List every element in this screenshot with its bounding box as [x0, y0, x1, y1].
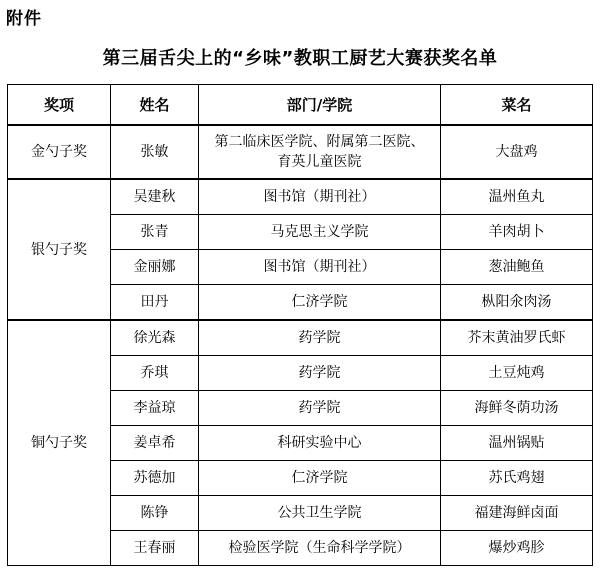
name-cell: 陈铮	[111, 496, 199, 531]
department-cell: 图书馆（期刊社）	[199, 250, 441, 285]
dish-cell: 温州锅贴	[441, 426, 593, 461]
table-row	[8, 179, 593, 215]
table-body	[8, 125, 593, 566]
dish-cell: 大盘鸡	[441, 125, 593, 179]
table-row	[8, 320, 593, 356]
department-cell: 仁济学院	[199, 285, 441, 321]
name-cell: 姜卓希	[111, 426, 199, 461]
dish-cell: 葱油鲍鱼	[441, 250, 593, 285]
name-cell: 李益琼	[111, 391, 199, 426]
dish-cell: 爆炒鸡胗	[441, 531, 593, 566]
document-title: 第三届舌尖上的“乡味”教职工厨艺大赛获奖名单	[102, 48, 498, 69]
dish-cell: 苏氏鸡翅	[441, 461, 593, 496]
department-cell: 第二临床医学院、附属第二医院、育英儿童医院	[199, 125, 441, 179]
name-cell: 徐光森	[111, 320, 199, 356]
award-cell: 银勺子奖	[8, 179, 111, 320]
dish-cell: 土豆炖鸡	[441, 356, 593, 391]
dish-cell: 福建海鲜卤面	[441, 496, 593, 531]
department-cell: 检验医学院（生命科学学院）	[199, 531, 441, 566]
attachment-label: 附件	[6, 9, 42, 29]
header-row	[8, 85, 593, 126]
department-cell: 公共卫生学院	[199, 496, 441, 531]
dish-cell: 芥末黄油罗氏虾	[441, 320, 593, 356]
award-table	[7, 84, 593, 566]
name-cell: 张敏	[111, 125, 199, 179]
name-cell: 乔琪	[111, 356, 199, 391]
award-cell: 铜勺子奖	[8, 320, 111, 566]
department-cell: 科研实验中心	[199, 426, 441, 461]
department-cell: 仁济学院	[199, 461, 441, 496]
header-award: 奖项	[8, 85, 111, 126]
header-department: 部门/学院	[199, 85, 441, 126]
table-row	[8, 125, 593, 179]
name-cell: 吴建秋	[111, 179, 199, 215]
dish-cell: 海鲜冬荫功汤	[441, 391, 593, 426]
dish-cell: 羊肉胡卜	[441, 215, 593, 250]
name-cell: 张青	[111, 215, 199, 250]
dish-cell: 温州鱼丸	[441, 179, 593, 215]
header-name: 姓名	[111, 85, 199, 126]
department-cell: 图书馆（期刊社）	[199, 179, 441, 215]
award-cell: 金勺子奖	[8, 125, 111, 179]
department-cell: 药学院	[199, 320, 441, 356]
name-cell: 金丽娜	[111, 250, 199, 285]
department-cell: 药学院	[199, 356, 441, 391]
dish-cell: 枞阳氽肉汤	[441, 285, 593, 321]
department-cell: 药学院	[199, 391, 441, 426]
header-dish: 菜名	[441, 85, 593, 126]
name-cell: 田丹	[111, 285, 199, 321]
department-cell: 马克思主义学院	[199, 215, 441, 250]
name-cell: 王春丽	[111, 531, 199, 566]
name-cell: 苏德加	[111, 461, 199, 496]
